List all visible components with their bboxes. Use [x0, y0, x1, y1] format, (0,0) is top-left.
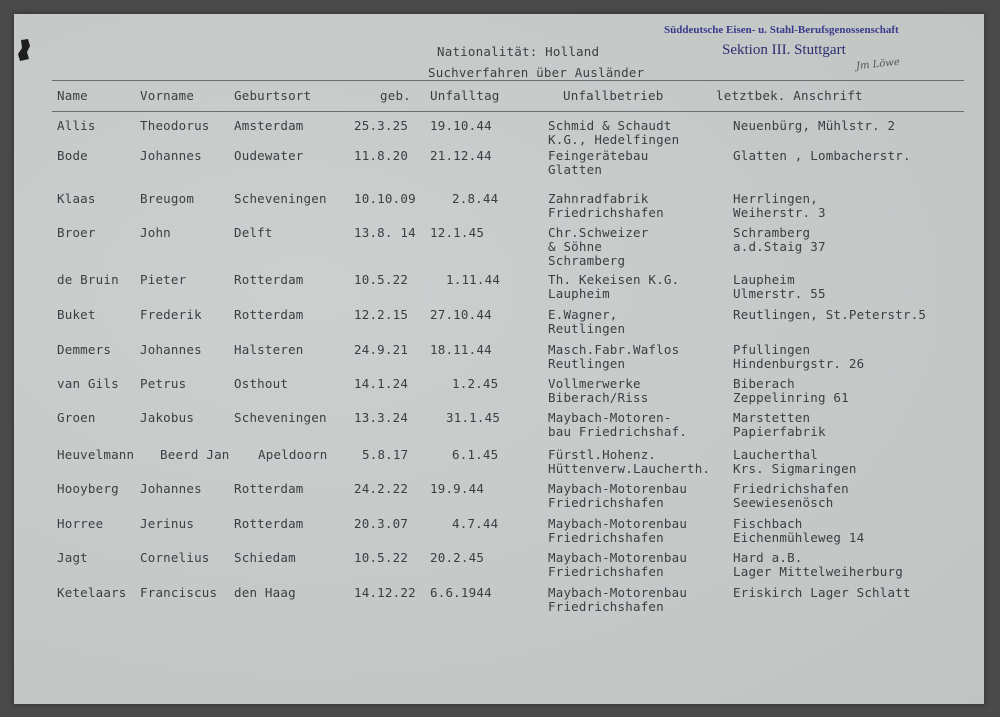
cell-anschrift: [733, 551, 903, 579]
cell-name: van Gils: [57, 376, 119, 391]
cell-line: Seewiesenösch: [733, 495, 834, 510]
cell-vorname: Petrus: [140, 376, 187, 391]
cell-vorname: Johannes: [140, 148, 202, 163]
cell-geb: 5.8.17: [362, 447, 409, 462]
cell-line: bau Friedrichshaf.: [548, 424, 688, 439]
cell-name: Hooyberg: [57, 481, 119, 496]
header-nationality: Nationalität: Holland: [437, 44, 600, 59]
cell-anschrift: [733, 517, 864, 545]
cell-line: Maybach-Motorenbau: [548, 585, 688, 600]
cell-line: Schmid & Schaudt: [548, 118, 672, 133]
cell-betrieb: [548, 308, 625, 336]
cell-unfalltag: 1.11.44: [446, 272, 501, 287]
cell-anschrift: [733, 377, 849, 405]
stamp-organisation: Süddeutsche Eisen- u. Stahl-Berufsgenossenschaft: [664, 24, 899, 36]
cell-line: Marstetten: [733, 410, 811, 425]
cell-line: Friedrichshafen: [548, 599, 664, 614]
cell-anschrift: [733, 411, 826, 439]
cell-name: Heuvelmann: [57, 447, 135, 462]
cell-betrieb: [548, 411, 687, 439]
cell-line: Eichenmühleweg 14: [733, 530, 865, 545]
cell-betrieb: [548, 226, 648, 268]
cell-line: Herrlingen,: [733, 191, 818, 206]
cell-name: de Bruin: [57, 272, 119, 287]
cell-betrieb: [548, 119, 679, 147]
cell-geb: 12.2.15: [354, 307, 409, 322]
cell-betrieb: [548, 482, 687, 510]
cell-vorname: Johannes: [140, 342, 202, 357]
cell-ort: Scheveningen: [234, 191, 327, 206]
cell-line: Laupheim: [548, 286, 610, 301]
cell-line: Th. Kekeisen K.G.: [548, 272, 680, 287]
cell-line: Glatten: [548, 162, 603, 177]
cell-line: Friedrichshafen: [548, 564, 664, 579]
cell-geb: 13.8. 14: [354, 225, 416, 240]
cell-geb: 25.3.25: [354, 118, 409, 133]
stamp-section: Sektion III. Stuttgart: [722, 42, 846, 58]
cell-line: Papierfabrik: [733, 424, 826, 439]
header-rule-bottom: [52, 111, 964, 112]
cell-name: Demmers: [57, 342, 112, 357]
cell-anschrift: [733, 192, 826, 220]
cell-vorname: Franciscus: [140, 585, 218, 600]
cell-ort: Rotterdam: [234, 516, 304, 531]
cell-vorname: Breugom: [140, 191, 195, 206]
cell-line: Maybach-Motorenbau: [548, 481, 688, 496]
cell-betrieb: [548, 343, 679, 371]
cell-betrieb: [548, 517, 687, 545]
cell-line: Neuenbürg, Mühlstr. 2: [733, 118, 896, 133]
cell-vorname: Jerinus: [140, 516, 195, 531]
header-subtitle: Suchverfahren über Ausländer: [428, 65, 645, 80]
cell-ort: Oudewater: [234, 148, 304, 163]
cell-vorname: Beerd Jan: [160, 447, 230, 462]
cell-line: Friedrichshafen: [548, 495, 664, 510]
cell-line: Fürstl.Hohenz.: [548, 447, 657, 462]
cell-vorname: Pieter: [140, 272, 187, 287]
cell-line: Feingerätebau: [548, 148, 649, 163]
column-header: Name: [57, 88, 88, 103]
cell-line: Friedrichshafen: [548, 205, 664, 220]
cell-ort: Apeldoorn: [258, 447, 328, 462]
cell-unfalltag: 1.2.45: [452, 376, 499, 391]
cell-ort: Rotterdam: [234, 272, 304, 287]
cell-anschrift: [733, 308, 926, 322]
cell-geb: 20.3.07: [354, 516, 409, 531]
cell-line: Lager Mittelweiherburg: [733, 564, 903, 579]
cell-line: K.G., Hedelfingen: [548, 132, 680, 147]
cell-line: Hüttenverw.Laucherth.: [548, 461, 711, 476]
cell-betrieb: [548, 192, 664, 220]
cell-betrieb: [548, 551, 687, 579]
cell-line: Maybach-Motorenbau: [548, 550, 688, 565]
cell-vorname: Theodorus: [140, 118, 210, 133]
cell-unfalltag: 6.6.1944: [430, 585, 492, 600]
cell-line: Fischbach: [733, 516, 803, 531]
cell-line: Vollmerwerke: [548, 376, 641, 391]
cell-ort: Schiedam: [234, 550, 296, 565]
cell-line: Krs. Sigmaringen: [733, 461, 857, 476]
cell-name: Broer: [57, 225, 96, 240]
cell-line: & Söhne: [548, 239, 603, 254]
cell-ort: Osthout: [234, 376, 289, 391]
cell-name: Ketelaars: [57, 585, 127, 600]
cell-unfalltag: 19.9.44: [430, 481, 485, 496]
cell-line: Laupheim: [733, 272, 795, 287]
cell-geb: 10.10.09: [354, 191, 416, 206]
column-header: Unfalltag: [430, 88, 500, 103]
cell-line: Pfullingen: [733, 342, 811, 357]
cell-ort: Halsteren: [234, 342, 304, 357]
cell-unfalltag: 27.10.44: [430, 307, 492, 322]
cell-geb: 24.2.22: [354, 481, 409, 496]
cell-line: Laucherthal: [733, 447, 818, 462]
cell-vorname: Frederik: [140, 307, 202, 322]
cell-geb: 14.1.24: [354, 376, 409, 391]
header-rule-top: [52, 80, 964, 81]
cell-line: a.d.Staig 37: [733, 239, 826, 254]
cell-line: Masch.Fabr.Waflos: [548, 342, 680, 357]
cell-anschrift: [733, 586, 911, 600]
cell-line: E.Wagner,: [548, 307, 618, 322]
cell-unfalltag: 6.1.45: [452, 447, 499, 462]
cell-line: Schramberg: [548, 253, 626, 268]
column-header: Geburtsort: [234, 88, 312, 103]
cell-line: Reutlingen, St.Peterstr.5: [733, 307, 927, 322]
cell-name: Groen: [57, 410, 96, 425]
cell-betrieb: [548, 448, 710, 476]
cell-ort: den Haag: [234, 585, 296, 600]
cell-geb: 24.9.21: [354, 342, 409, 357]
cell-line: Maybach-Motoren-: [548, 410, 672, 425]
column-header: letztbek. Anschrift: [716, 88, 863, 103]
cell-line: Friedrichshafen: [548, 530, 664, 545]
cell-name: Jagt: [57, 550, 88, 565]
cell-geb: 14.12.22: [354, 585, 416, 600]
column-header: Unfallbetrieb: [563, 88, 664, 103]
cell-anschrift: [733, 448, 857, 476]
cell-unfalltag: 20.2.45: [430, 550, 485, 565]
cell-line: Biberach: [733, 376, 795, 391]
cell-line: Schramberg: [733, 225, 811, 240]
column-header: Vorname: [140, 88, 195, 103]
cell-line: Zeppelinring 61: [733, 390, 849, 405]
cell-line: Hard a.B.: [733, 550, 803, 565]
cell-line: Chr.Schweizer: [548, 225, 649, 240]
cell-vorname: Cornelius: [140, 550, 210, 565]
cell-line: Eriskirch Lager Schlatt: [733, 585, 911, 600]
cell-anschrift: [733, 119, 895, 133]
cell-geb: 10.5.22: [354, 272, 409, 287]
cell-line: Weiherstr. 3: [733, 205, 826, 220]
cell-anschrift: [733, 273, 826, 301]
cell-vorname: Jakobus: [140, 410, 195, 425]
cell-unfalltag: 21.12.44: [430, 148, 492, 163]
cell-line: Ulmerstr. 55: [733, 286, 826, 301]
cell-vorname: Johannes: [140, 481, 202, 496]
cell-name: Buket: [57, 307, 96, 322]
cell-vorname: John: [140, 225, 171, 240]
cell-unfalltag: 12.1.45: [430, 225, 485, 240]
cell-line: Reutlingen: [548, 321, 626, 336]
cell-geb: 11.8.20: [354, 148, 409, 163]
cell-betrieb: [548, 586, 687, 614]
cell-geb: 13.3.24: [354, 410, 409, 425]
cell-unfalltag: 18.11.44: [430, 342, 492, 357]
cell-unfalltag: 2.8.44: [452, 191, 499, 206]
cell-anschrift: [733, 226, 826, 254]
handwritten-note: Jm Löwe: [855, 56, 901, 73]
cell-anschrift: [733, 343, 864, 371]
column-header: geb.: [380, 88, 411, 103]
cell-name: Klaas: [57, 191, 96, 206]
cell-name: Bode: [57, 148, 88, 163]
cell-betrieb: [548, 377, 648, 405]
cell-unfalltag: 19.10.44: [430, 118, 492, 133]
cell-line: Biberach/Riss: [548, 390, 649, 405]
cell-geb: 10.5.22: [354, 550, 409, 565]
cell-name: Horree: [57, 516, 104, 531]
cell-betrieb: [548, 273, 679, 301]
cell-anschrift: [733, 482, 849, 510]
cell-line: Reutlingen: [548, 356, 626, 371]
cell-ort: Rotterdam: [234, 481, 304, 496]
cell-line: Maybach-Motorenbau: [548, 516, 688, 531]
cell-betrieb: [548, 149, 648, 177]
cell-ort: Amsterdam: [234, 118, 304, 133]
cell-unfalltag: 31.1.45: [446, 410, 501, 425]
cell-name: Allis: [57, 118, 96, 133]
cell-ort: Scheveningen: [234, 410, 327, 425]
cell-ort: Rotterdam: [234, 307, 304, 322]
cell-line: Hindenburgstr. 26: [733, 356, 865, 371]
cell-line: Friedrichshafen: [733, 481, 849, 496]
cell-line: Zahnradfabrik: [548, 191, 649, 206]
cell-unfalltag: 4.7.44: [452, 516, 499, 531]
cell-anschrift: [733, 149, 911, 163]
cell-ort: Delft: [234, 225, 273, 240]
punch-hole-mark: [16, 38, 32, 62]
cell-line: Glatten , Lombacherstr.: [733, 148, 911, 163]
